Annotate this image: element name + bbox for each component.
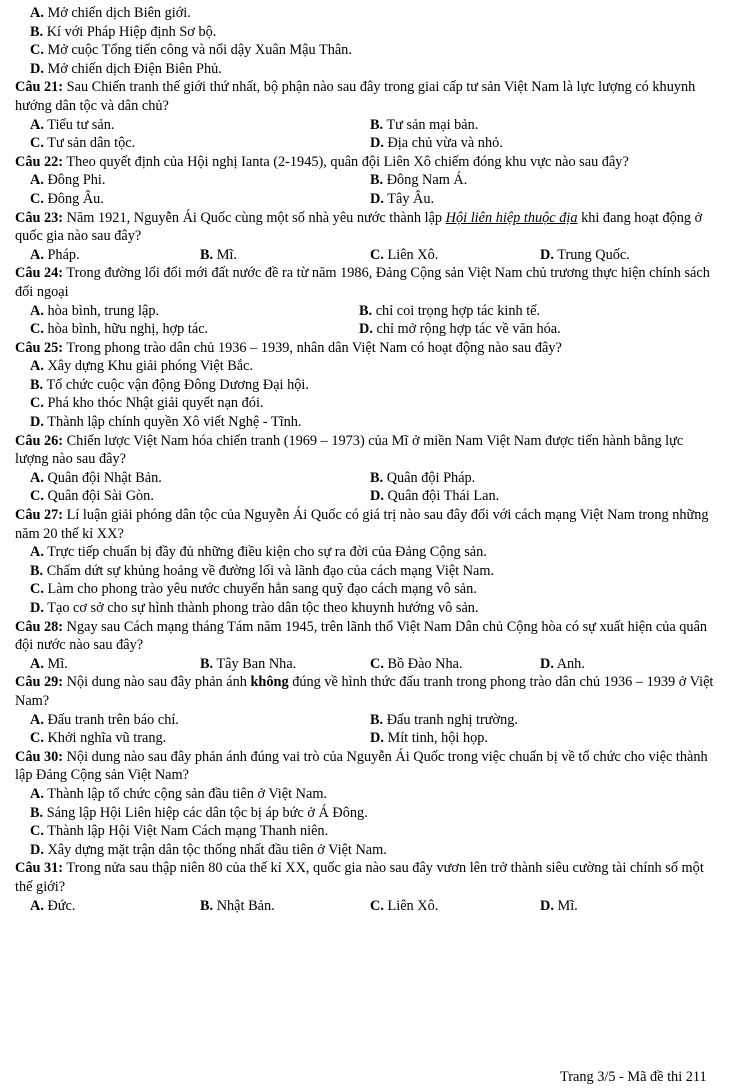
option-b[interactable]: B. chỉ coi trọng hợp tác kinh tế.: [359, 302, 541, 319]
organization-name: Hội liên hiệp thuộc địa: [445, 209, 578, 226]
question-28: [15, 618, 715, 674]
option-d[interactable]: D. Tây Âu.: [370, 190, 435, 207]
question-text: Câu 24: Trong đường lối đổi mới đất nước đề ra từ năm 1986, Đảng Cộng sản Việt Nam chủ trương thực hiện chính sách đối ngoại: [15, 265, 710, 300]
option-a[interactable]: A. Đức.: [30, 897, 76, 914]
option-a[interactable]: A. Mĩ.: [30, 655, 68, 672]
option-c[interactable]: C. Bồ Đào Nha.: [370, 655, 463, 672]
question-23: [15, 209, 715, 265]
question-text: Câu 29: Nội dung nào sau đây phản ánh không đúng về hình thức đấu tranh trong phong trào dân chủ 1936 – 1939 ở Việt Nam?: [15, 674, 714, 709]
option-d[interactable]: D. chỉ mở rộng hợp tác về văn hóa.: [359, 321, 561, 338]
option-b[interactable]: B. Tây Ban Nha.: [200, 655, 297, 672]
question-20-options: [30, 4, 715, 78]
option-d[interactable]: D. Mở chiến dịch Điện Biên Phủ.: [30, 60, 222, 77]
option-d[interactable]: D. Anh.: [540, 655, 585, 672]
option-c[interactable]: C. Liên Xô.: [370, 897, 439, 914]
option-b[interactable]: B. Chấm dứt sự khủng hoảng về đường lối và lãnh đạo của cách mạng Việt Nam.: [30, 562, 495, 579]
option-c[interactable]: C. Làm cho phong trào yêu nước chuyển hẳn sang quỹ đạo cách mạng vô sản.: [30, 581, 477, 598]
option-c[interactable]: C. Khởi nghĩa vũ trang.: [30, 730, 167, 747]
question-text: Câu 28: Ngay sau Cách mạng tháng Tám năm 1945, trên lãnh thổ Việt Nam Dân chủ Cộng hòa có sự xuất hiện của quân đội nước nào sau đây?: [15, 618, 708, 654]
question-29: [15, 673, 715, 747]
option-b[interactable]: B. Tư sản mại bản.: [370, 116, 479, 133]
option-a[interactable]: A. Xây dựng Khu giải phóng Việt Bắc.: [30, 358, 254, 375]
option-a[interactable]: A. Trực tiếp chuẩn bị đầy đủ những điều kiện cho sự ra đời của Đảng Cộng sản.: [30, 544, 487, 561]
option-b[interactable]: B. Kí với Pháp Hiệp định Sơ bộ.: [30, 23, 217, 40]
option-d[interactable]: D. Xây dựng mặt trận dân tộc thống nhất đầu tiên ở Việt Nam.: [30, 841, 387, 858]
question-text: Câu 30: Nội dung nào sau đây phản ánh đúng vai trò của Nguyễn Ái Quốc trong việc chuẩn bị về tổ chức cho việc thành lập Đảng Cộng sản Việt Nam?: [15, 748, 708, 784]
question-text: Câu 26: Chiến lược Việt Nam hóa chiến tranh (1969 – 1973) của Mĩ ở miền Nam Việt Nam được tiến hành bằng lực lượng nào sau đây?: [15, 432, 684, 468]
option-b[interactable]: B. Quân đội Pháp.: [370, 469, 476, 486]
option-d[interactable]: D. Mĩ.: [540, 897, 578, 914]
exam-page: [15, 4, 715, 915]
option-a[interactable]: A. hòa bình, trung lập.: [30, 302, 160, 319]
option-c[interactable]: C. Đông Âu.: [30, 190, 104, 207]
page-footer: Trang 3/5 - Mã đề thi 211: [560, 1069, 707, 1085]
question-31: [15, 859, 715, 915]
option-b[interactable]: B. Sáng lập Hội Liên hiệp các dân tộc bị áp bức ở Á Đông.: [30, 804, 368, 821]
question-text: Câu 21: Sau Chiến tranh thế giới thứ nhất, bộ phận nào sau đây trong giai cấp tư sản Việt Nam là lực lượng có khuynh hướng dân tộc và dân chủ?: [15, 79, 696, 114]
question-26: [15, 432, 715, 506]
option-d[interactable]: D. Quân đội Thái Lan.: [370, 488, 500, 505]
question-text: Câu 25: Trong phong trào dân chủ 1936 – 1939, nhân dân Việt Nam có hoạt động nào sau đây?: [15, 339, 562, 356]
question-22: [15, 153, 715, 209]
question-text: Câu 27: Lí luận giải phóng dân tộc của Nguyễn Ái Quốc có giá trị nào sau đây đối với cách mạng Việt Nam trong những năm 20 thế kỉ XX?: [15, 507, 709, 542]
option-b[interactable]: B. Đấu tranh nghị trường.: [370, 711, 518, 728]
question-text: Câu 31: Trong nửa sau thập niên 80 của thế kỉ XX, quốc gia nào sau đây vươn lên trở thành siêu cường tài chính số một thế giới?: [15, 860, 704, 895]
option-d[interactable]: D. Trung Quốc.: [540, 246, 630, 263]
option-d[interactable]: D. Thành lập chính quyền Xô viết Nghệ - Tĩnh.: [30, 414, 302, 431]
option-c[interactable]: C. Tư sản dân tộc.: [30, 135, 136, 152]
option-a[interactable]: A. Đấu tranh trên báo chí.: [30, 711, 179, 728]
option-c[interactable]: C. Liên Xô.: [370, 246, 439, 263]
option-a[interactable]: A. Tiểu tư sản.: [30, 116, 115, 133]
question-27: [15, 506, 715, 618]
question-21: [15, 78, 715, 152]
question-24: [15, 264, 715, 338]
option-d[interactable]: D. Mít tinh, hội họp.: [370, 730, 488, 747]
option-a[interactable]: A. Thành lập tổ chức cộng sản đầu tiên ở Việt Nam.: [30, 785, 328, 802]
emphasis-word: không: [250, 674, 289, 691]
option-c[interactable]: C. Quân đội Sài Gòn.: [30, 488, 154, 505]
option-d[interactable]: D. Địa chủ vừa và nhỏ.: [370, 135, 503, 152]
option-b[interactable]: B. Nhật Bản.: [200, 897, 275, 914]
option-b[interactable]: B. Đông Nam Á.: [370, 172, 468, 189]
option-a[interactable]: A. Đông Phi.: [30, 172, 106, 189]
option-c[interactable]: C. Thành lập Hội Việt Nam Cách mạng Thanh niên.: [30, 823, 329, 840]
option-a[interactable]: A. Quân đội Nhật Bản.: [30, 469, 162, 486]
option-a[interactable]: A. Mở chiến dịch Biên giới.: [30, 5, 191, 21]
option-c[interactable]: C. Phá kho thóc Nhật giải quyết nạn đói.: [30, 395, 264, 412]
option-c[interactable]: C. hòa bình, hữu nghị, hợp tác.: [30, 321, 209, 338]
question-text: Câu 22: Theo quyết định của Hội nghị Ianta (2-1945), quân đội Liên Xô chiếm đóng khu vực nào sau đây?: [15, 153, 629, 170]
question-25: [15, 339, 715, 432]
option-c[interactable]: C. Mở cuộc Tổng tiến công và nổi dậy Xuân Mậu Thân.: [30, 42, 352, 59]
option-b[interactable]: B. Mĩ.: [200, 246, 237, 263]
option-d[interactable]: D. Tạo cơ sở cho sự hình thành phong trào dân tộc theo khuynh hướng vô sản.: [30, 600, 479, 616]
question-30: [15, 748, 715, 860]
option-a[interactable]: A. Pháp.: [30, 246, 80, 263]
question-text: Câu 23: Năm 1921, Nguyễn Ái Quốc cùng một số nhà yêu nước thành lập Hội liên hiệp thuộc địa khi đang hoạt động ở quốc gia nào sau đây?: [15, 209, 703, 245]
option-b[interactable]: B. Tổ chức cuộc vận động Đông Dương Đại hội.: [30, 376, 309, 393]
